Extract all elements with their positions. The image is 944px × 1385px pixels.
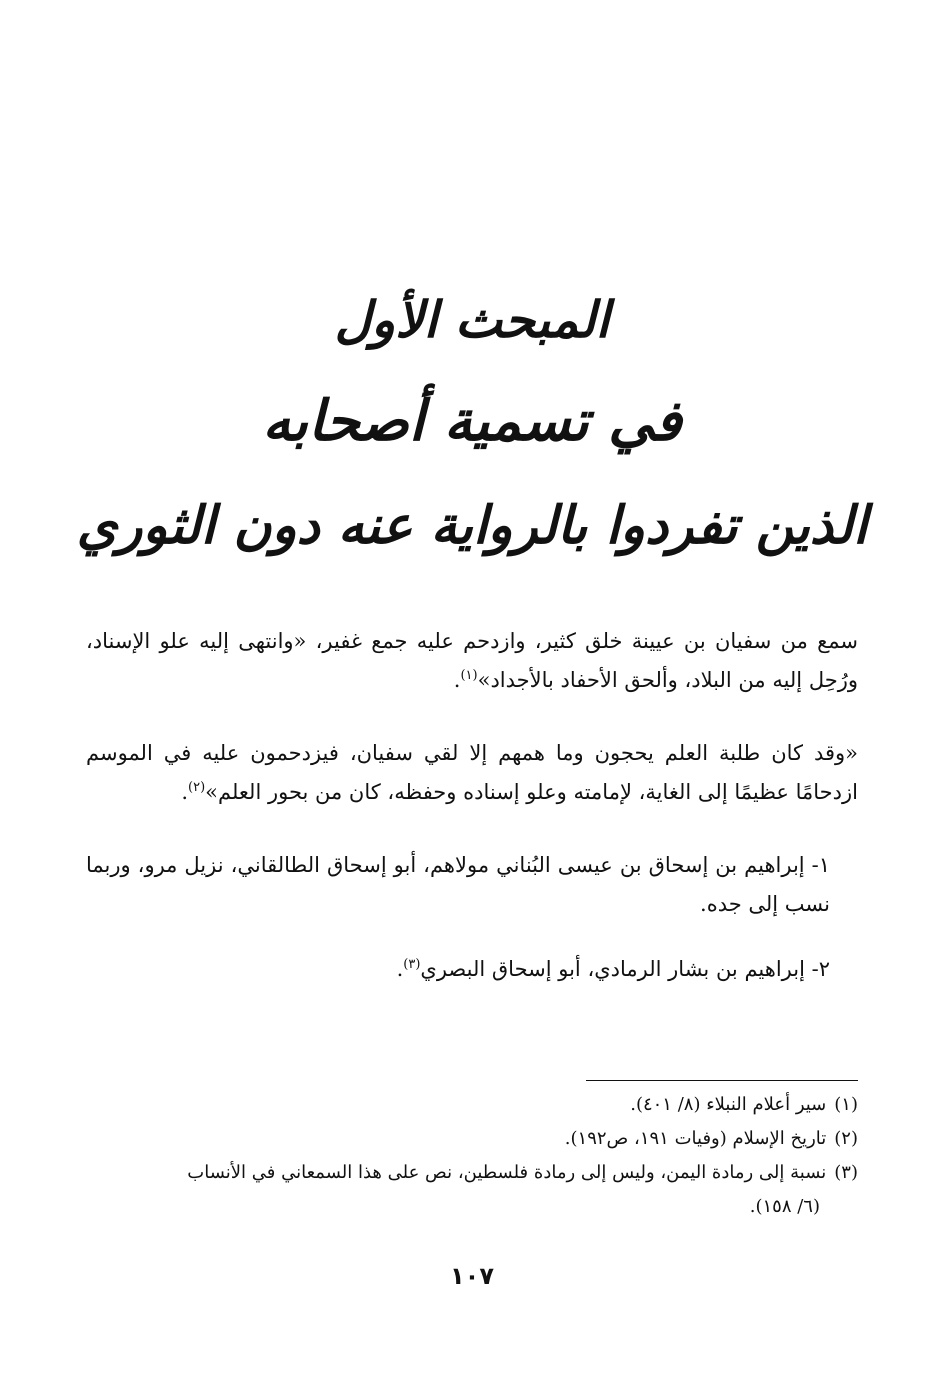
footnote-text: سير أعلام النبلاء (٨/ ٤٠١). (630, 1094, 827, 1115)
paragraph-2-text: «وقد كان طلبة العلم يحجون وما همهم إلا لقي سفيان، فيزدحمون عليه في الموسم ازدحامًا عظيمًا إلى الغاية، لإمامته وعلو إسناده وحفظه، كان من بحور العلم» (86, 741, 858, 804)
chapter-headings (0, 290, 944, 558)
list-item-2-end: . (396, 957, 404, 981)
main-text (86, 622, 858, 1015)
list-item-2 (86, 950, 858, 989)
list-item: ١- إبراهيم بن إسحاق بن عيسى البُناني مولاهم، أبو إسحاق الطالقاني، نزيل مرو، وربما نسب إلى جده. (86, 853, 830, 916)
chapter-title: المبحث الأول (334, 290, 610, 349)
paragraph-2 (86, 734, 858, 812)
chapter-subtitle-2: الذين تفردوا بالرواية عنه دون الثوري (76, 495, 868, 557)
list-item-2-text: ٢- إبراهيم بن بشار الرمادي، أبو إسحاق البصري (420, 957, 830, 981)
footnote-number: (٣) (834, 1162, 858, 1183)
paragraph-2-end: . (181, 780, 188, 804)
footnote-3 (86, 1156, 858, 1190)
footnote-ref-2[interactable]: (٢) (188, 780, 206, 795)
footnote-number: (١) (834, 1094, 858, 1115)
chapter-subtitle: في تسمية أصحابه (262, 388, 682, 454)
paragraph-1-end: . (453, 668, 461, 692)
paragraph-1 (86, 622, 858, 700)
footnote-divider (586, 1080, 858, 1081)
footnote-number: (٢) (834, 1128, 858, 1149)
footnote-ref-1[interactable]: (١) (460, 668, 478, 683)
footnote-1 (86, 1088, 858, 1122)
footnote-3-continuation: (٦/ ١٥٨). (749, 1196, 820, 1217)
footnote-2 (86, 1122, 858, 1156)
footnote-text: نسبة إلى رمادة اليمن، وليس إلى رمادة فلسطين، نص على هذا السمعاني في الأنساب (187, 1162, 827, 1183)
footnote-ref-3[interactable]: (٣) (403, 957, 421, 972)
footnote-text: تاريخ الإسلام (وفيات ١٩١، ص١٩٢). (564, 1128, 827, 1149)
paragraph-1-text: سمع من سفيان بن عيينة خلق كثير، وازدحم عليه جمع غفير، «وانتهى إليه علو الإسناد، ورُحِل إليه من البلاد، وألحق الأحفاد بالأجداد» (86, 629, 858, 692)
page-number: ١٠٧ (450, 1262, 494, 1290)
footnotes (86, 1088, 858, 1224)
